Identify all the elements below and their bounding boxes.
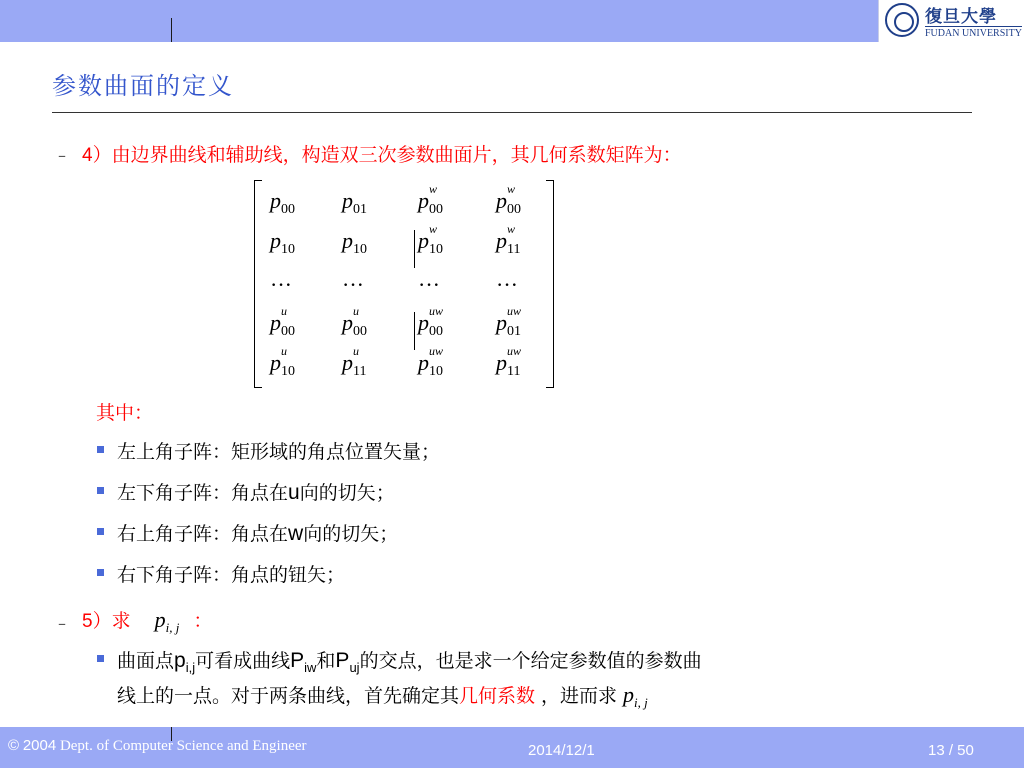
- matrix-cell: $p_{10}$: [270, 228, 295, 257]
- item-4-number: 4: [82, 145, 93, 166]
- matrix-cell: p uw $_{11}$: [496, 344, 522, 379]
- matrix-cell: p u $_{00}$: [270, 304, 295, 339]
- bullet-marker: [97, 655, 104, 662]
- geometric-coefficient-matrix: [254, 180, 554, 388]
- item-5-label: ）求: [92, 610, 131, 632]
- logo-english-text: FUDAN UNIVERSITY: [925, 28, 1022, 39]
- footer-page-number: 13 / 50: [928, 742, 974, 759]
- bullet-marker: [97, 446, 104, 453]
- matrix-cell: ···: [342, 272, 364, 297]
- submatrix-description-item: 右上角子阵：角点在w向的切矢；: [117, 522, 399, 545]
- item-5-colon: ：: [193, 610, 213, 632]
- matrix-cell: p u $_{00}$: [342, 304, 367, 339]
- item-5-number: 5: [82, 611, 93, 632]
- where-label: 其中：: [96, 402, 154, 424]
- title-divider: [52, 112, 972, 113]
- matrix-cell: p uw $_{00}$: [418, 304, 444, 339]
- matrix-cell: ···: [418, 272, 440, 297]
- submatrix-description-item: 右下角子阵：角点的钮矢；: [117, 564, 346, 586]
- header-bar: [0, 0, 1024, 42]
- matrix-cell: p w $_{00}$: [496, 182, 521, 217]
- header-divider: [171, 18, 172, 42]
- fudan-logo: [878, 0, 1024, 42]
- footer-bar: [0, 727, 1024, 768]
- matrix-partition-line: [414, 312, 415, 350]
- footer-date: 2014/12/1: [528, 742, 595, 759]
- matrix-cell: p w $_{11}$: [496, 222, 521, 257]
- matrix-cell: p u $_{11}$: [342, 344, 367, 379]
- item-4-text: [82, 140, 682, 167]
- matrix-cell: p uw $_{01}$: [496, 304, 522, 339]
- item-5-variable: $p_{i, j}$: [154, 607, 180, 635]
- matrix-cell: $p_{10}$: [342, 228, 367, 257]
- matrix-cell: ···: [496, 272, 518, 297]
- university-seal-icon: [885, 3, 919, 37]
- item-4-label: ）由边界曲线和辅助线，构造双三次参数曲面片，其几何系数矩阵为：: [92, 144, 682, 166]
- matrix-partition-line: [414, 230, 415, 268]
- item-5-text: [82, 606, 212, 636]
- matrix-cell: p u $_{10}$: [270, 344, 295, 379]
- submatrix-description-item: 左上角子阵：矩形域的角点位置矢量；: [117, 441, 441, 463]
- matrix-right-bracket: [546, 180, 554, 388]
- footer-copyright: © 2004 Dept. of Computer Science and Engineer: [8, 737, 307, 754]
- matrix-cell: $p_{01}$: [342, 188, 367, 217]
- intersection-bullet-line2: 线上的一点。对于两条曲线，首先确定其几何系数 ，进而求 $p_{i, j}$: [117, 682, 648, 710]
- bullet-marker: [97, 569, 104, 576]
- level1-dash: –: [58, 146, 66, 165]
- matrix-left-bracket: [254, 180, 262, 388]
- matrix-cell: p w $_{10}$: [418, 222, 443, 257]
- matrix-cell: ···: [270, 272, 292, 297]
- submatrix-description-item: 左下角子阵：角点在u向的切矢；: [117, 481, 395, 504]
- matrix-cell: p uw $_{10}$: [418, 344, 444, 379]
- level1-dash: –: [58, 614, 66, 633]
- logo-chinese-text: 復旦大學: [925, 7, 997, 27]
- matrix-cell: $p_{00}$: [270, 188, 295, 217]
- bullet-marker: [97, 487, 104, 494]
- intersection-bullet-line1: 曲面点$p_{i,j}$可看成曲线$P_{iw}$和$P_{uj}$的交点，也是求一个给定参数值的参数曲: [117, 649, 702, 675]
- matrix-cell: p w $_{00}$: [418, 182, 443, 217]
- slide-title: 参数曲面的定义: [52, 72, 234, 100]
- bullet-marker: [97, 528, 104, 535]
